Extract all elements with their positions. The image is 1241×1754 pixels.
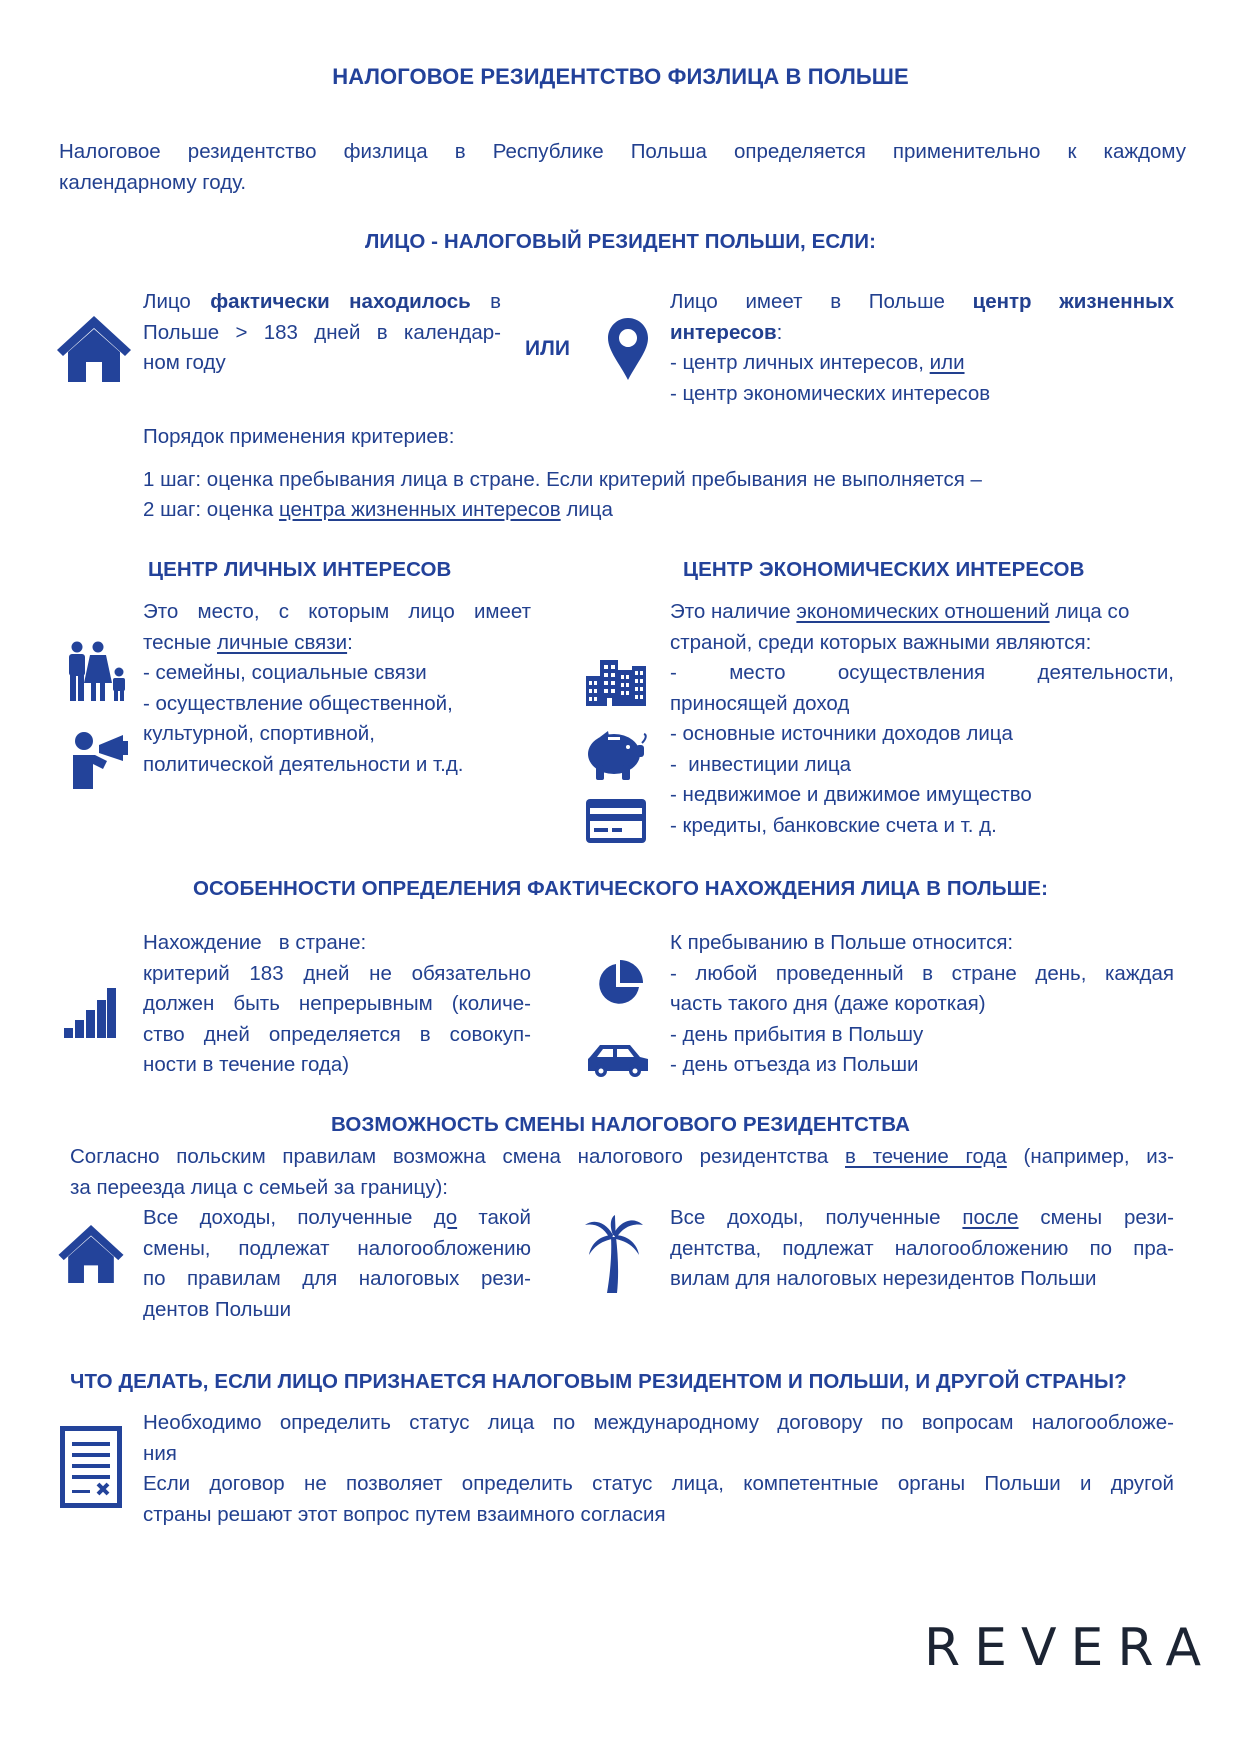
- personal-line-2: тесные личные связи:: [143, 630, 353, 654]
- pie-chart-icon: [595, 960, 643, 1008]
- change-left-line-1: Все доходы, полученные до такой: [143, 1206, 531, 1229]
- stay-line-1: Лицо фактически находилось в: [143, 290, 502, 313]
- interests-criterion: [670, 287, 1174, 409]
- intro-line-2: календарному году.: [59, 170, 247, 194]
- dual-line-4: страны решают этот вопрос путем взаимного согласия: [143, 1502, 666, 1526]
- bar-chart-icon: [64, 988, 116, 1038]
- presence-right-line-1: К пребыванию в Польше относится:: [670, 931, 1014, 954]
- economic-line-6: - инвестиции лица: [670, 752, 852, 776]
- interests-line-3: - центр личных интересов, или: [670, 351, 965, 374]
- presence-heading: ОСОБЕННОСТИ ОПРЕДЕЛЕНИЯ ФАКТИЧЕСКОГО НАХОЖДЕНИЯ ЛИЦА В ПОЛЬШЕ:: [192, 877, 1048, 900]
- buildings-icon: [586, 660, 646, 706]
- presence-right-line-2: - любой проведенный в стране день, каждая: [670, 961, 1174, 985]
- personal-line-3: - семейны, социальные связи: [143, 661, 427, 684]
- document-icon: [60, 1426, 122, 1508]
- personal-heading: ЦЕНТР ЛИЧНЫХ ИНТЕРЕСОВ: [148, 558, 452, 581]
- dual-residency-heading: ЧТО ДЕЛАТЬ, ЕСЛИ ЛИЦО ПРИЗНАЕТСЯ НАЛОГОВЫМ РЕЗИДЕНТОМ И ПОЛЬШИ, И ДРУГОЙ СТРАНЫ?: [70, 1370, 1127, 1393]
- presence-left-line-5: ности в течение года): [143, 1053, 350, 1076]
- economic-line-4: приносящей доход: [670, 691, 850, 715]
- presence-left-line-3: должен быть непрерывным (количе-: [143, 992, 531, 1015]
- house-icon: [58, 1225, 124, 1283]
- personal-line-4: - осуществление общественной,: [143, 691, 453, 715]
- economic-line-7: - недвижимое и движимое имущество: [670, 783, 1032, 806]
- presence-left-line-2: критерий 183 дней не обязательно: [143, 961, 531, 985]
- presence-right-text: [670, 928, 1174, 1081]
- economic-line-1: Это наличие экономических отношений лица со: [670, 600, 1130, 623]
- personal-line-6: политической деятельности и т.д.: [143, 752, 464, 776]
- megaphone-person-icon: [71, 731, 129, 789]
- stay-line-2: Польше > 183 дней в календар-: [143, 320, 501, 344]
- economic-line-3: - место осуществления деятельности,: [670, 661, 1174, 684]
- change-intro: [70, 1142, 1174, 1203]
- change-right-line-1: Все доходы, полученные после смены рези-: [670, 1206, 1175, 1229]
- change-intro-line-1: Согласно польским правилам возможна смена налогового резидентства в течение года (например, из-: [70, 1145, 1174, 1168]
- presence-left-line-1: Нахождение в стране:: [143, 931, 367, 954]
- personal-line-1: Это место, с которым лицо имеет: [143, 600, 531, 623]
- economic-text: [670, 597, 1174, 841]
- change-right-line-3: вилам для налоговых нерезидентов Польши: [670, 1267, 1097, 1290]
- car-icon: [586, 1043, 650, 1077]
- economic-heading: ЦЕНТР ЭКОНОМИЧЕСКИХ ИНТЕРЕСОВ: [683, 558, 1085, 581]
- change-left-text: [143, 1203, 531, 1325]
- dual-line-1: Необходимо определить статус лица по международному договору по вопросам налогообложе-: [143, 1411, 1174, 1434]
- change-left-line-4: дентов Польши: [143, 1297, 292, 1321]
- step-1: 1 шаг: оценка пребывания лица в стране. Если критерий пребывания не выполняется –: [143, 468, 982, 491]
- stay-criterion: [143, 287, 501, 379]
- personal-line-5: культурной, спортивной,: [143, 722, 375, 745]
- personal-text: [143, 597, 531, 780]
- interests-line-2: интересов:: [670, 320, 783, 344]
- economic-line-8: - кредиты, банковские счета и т. д.: [670, 813, 997, 837]
- house-icon: [57, 316, 131, 382]
- change-right-line-2: дентства, подлежат налогообложению по пра-: [670, 1236, 1174, 1260]
- location-pin-icon: [608, 318, 648, 380]
- presence-right-line-4: - день прибытия в Польшу: [670, 1022, 924, 1046]
- interests-line-4: - центр экономических интересов: [670, 381, 991, 405]
- change-left-line-2: смены, подлежат налогообложению: [143, 1236, 531, 1260]
- page-title: НАЛОГОВОЕ РЕЗИДЕНТСТВО ФИЗЛИЦА В ПОЛЬШЕ: [332, 64, 909, 89]
- step-2: 2 шаг: оценка центра жизненных интересов лица: [143, 498, 613, 521]
- order-label: Порядок применения критериев:: [143, 425, 455, 448]
- presence-right-line-5: - день отъезда из Польши: [670, 1053, 919, 1076]
- change-intro-line-2: за переезда лица с семьей за границу):: [70, 1175, 448, 1199]
- dual-line-3: Если договор не позволяет определить статус лица, компетентные органы Польши и другой: [143, 1472, 1174, 1495]
- palm-tree-icon: [585, 1215, 643, 1293]
- or-label: ИЛИ: [525, 337, 570, 360]
- change-right-text: [670, 1203, 1174, 1295]
- economic-line-5: - основные источники доходов лица: [670, 722, 1013, 745]
- intro-line-1: Налоговое резидентство физлица в Республике Польша определяется применительно к каждому: [59, 140, 1186, 163]
- presence-left-line-4: ство дней определяется в совокуп-: [143, 1022, 531, 1046]
- change-left-line-3: по правилам для налоговых рези-: [143, 1267, 531, 1290]
- dual-residency-text: [143, 1408, 1174, 1530]
- economic-line-2: страной, среди которых важными являются:: [670, 630, 1092, 654]
- credit-card-icon: [586, 799, 646, 843]
- presence-right-line-3: часть такого дня (даже короткая): [670, 992, 986, 1015]
- revera-logo: REVERA: [924, 1618, 1216, 1678]
- family-icon: [66, 641, 130, 701]
- change-heading: ВОЗМОЖНОСТЬ СМЕНЫ НАЛОГОВОГО РЕЗИДЕНТСТВА: [331, 1113, 910, 1136]
- stay-line-3: ном году: [143, 351, 226, 374]
- dual-line-2: ния: [143, 1441, 177, 1465]
- piggy-bank-icon: [586, 729, 648, 781]
- interests-line-1: Лицо имеет в Польше центр жизненных: [670, 290, 1174, 313]
- resident-heading: ЛИЦО - НАЛОГОВЫЙ РЕЗИДЕНТ ПОЛЬШИ, ЕСЛИ:: [364, 230, 877, 253]
- intro-paragraph: [59, 137, 1186, 198]
- presence-left-text: [143, 928, 531, 1081]
